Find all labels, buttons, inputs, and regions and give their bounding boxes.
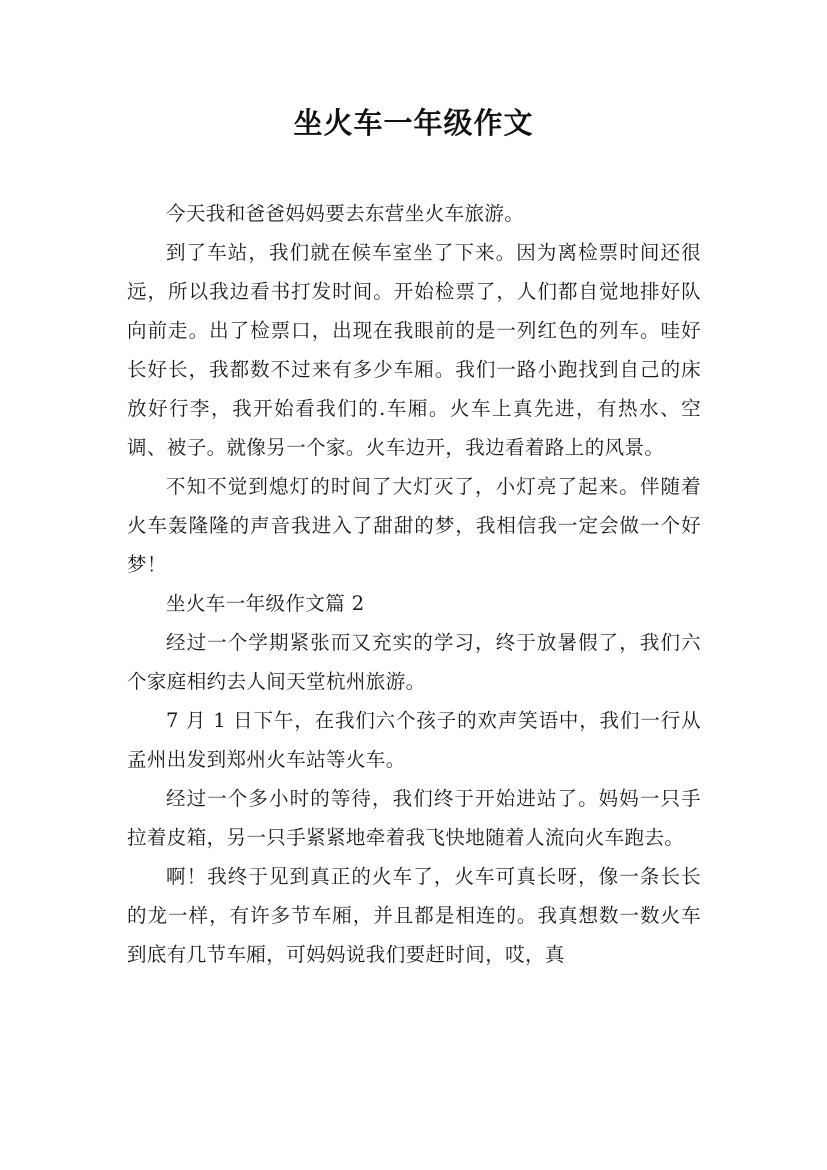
section-heading: 坐火车一年级作文篇 2 [166, 592, 365, 615]
essay-body [127, 194, 701, 974]
paragraph: 到了车站，我们就在候车室坐了下来。因为离检票时间还很远，所以我边看书打发时间。开始检票了，人们都自觉地排好队向前走。出了检票口，出现在我眼前的是一列红色的列车。哇好长好长，我都数不过来有多少车厢。我们一路小跑找到自己的床放好行李，我开始看我们的.车厢。火车上真先进，有热水、空调、被子。就像另一个家。火车边开，我边看着路上的风景。 [127, 241, 701, 459]
paragraph: 经过一个学期紧张而又充实的学习，终于放暑假了，我们六个家庭相约去人间天堂杭州旅游。 [127, 631, 701, 693]
paragraph: 7 月 1 日下午，在我们六个孩子的欢声笑语中，我们一行从孟州出发到郑州火车站等火车。 [127, 709, 701, 771]
essay-title: 坐火车一年级作文 [293, 106, 534, 140]
paragraph: 今天我和爸爸妈妈要去东营坐火车旅游。 [166, 202, 525, 225]
paragraph: 啊！我终于见到真正的火车了，火车可真长呀，像一条长长的龙一样，有许多节车厢，并且都是相连的。我真想数一数火车到底有几节车厢，可妈妈说我们要赶时间，哎，真 [127, 865, 701, 966]
paragraph: 不知不觉到熄灯的时间了大灯灭了，小灯亮了起来。伴随着火车轰隆隆的声音我进入了甜甜的梦，我相信我一定会做一个好梦！ [127, 475, 701, 576]
paragraph: 经过一个多小时的等待，我们终于开始进站了。妈妈一只手拉着皮箱，另一只手紧紧地牵着我飞快地随着人流向火车跑去。 [127, 787, 701, 849]
